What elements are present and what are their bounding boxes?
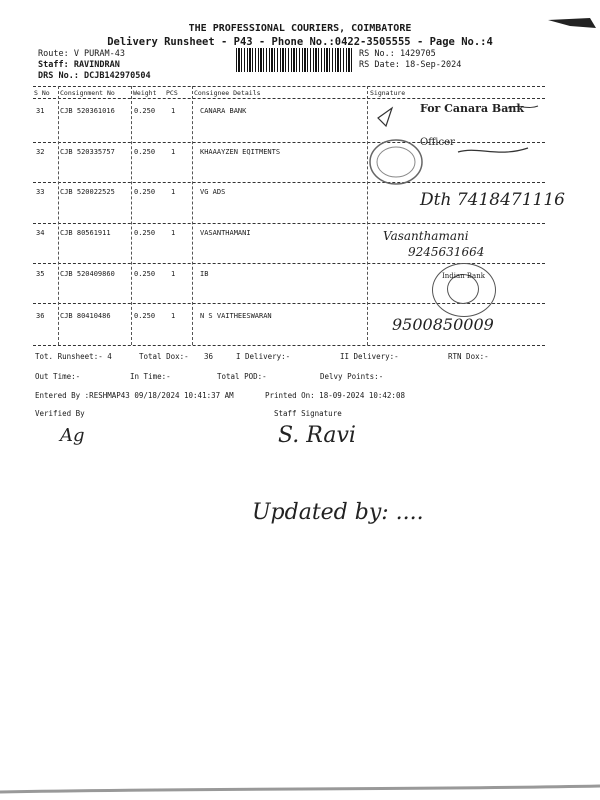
updated-by-handwriting: Updated by: .... [252,500,424,525]
col-header-sno: S No [34,89,50,97]
col-header-signature: Signature [370,89,406,97]
cell-consignment: CJB 80561911 [60,229,111,237]
cell-consignee: IB [200,270,209,278]
cell-sno: 33 [36,188,45,196]
officer-text: Officer [420,137,455,148]
cell-pcs: 1 [171,148,176,156]
cell-pcs: 1 [171,270,176,278]
col-header-pcs: PCS [166,89,178,97]
cell-sno: 34 [36,229,45,237]
total-pod: Total POD:- [217,372,267,381]
entered-by: Entered By :RESHMAP43 09/18/2024 10:41:37 AM [35,391,234,400]
row34-handwriting-phone: 9245631664 [408,245,485,259]
cell-weight: 0.250 [134,229,156,237]
staff-label: Staff: RAVINDRAN [38,60,120,70]
cell-consignment: CJB 520335757 [60,148,115,156]
cell-sno: 31 [36,107,45,115]
cell-sno: 36 [36,312,45,320]
cell-consignment: CJB 520361016 [60,107,115,115]
staff-handwriting: S. Ravi [278,423,356,448]
cell-consignment: CJB 520022525 [60,188,115,196]
delvy-points: Delvy Points:- [320,372,384,381]
cell-pcs: 1 [171,229,176,237]
rs-date: RS Date: 18-Sep-2024 [359,60,462,70]
indian-bank-stamp-text: Indian Bank [442,272,485,280]
canara-stamp-text: For Canara Bank [420,102,524,115]
verified-handwriting: Ag [60,425,85,446]
total-dox-value: 36 [204,352,214,361]
row36-handwriting-phone: 9500850009 [392,315,494,334]
i-delivery: I Delivery:- [236,352,291,361]
total-runsheet: Tot. Runsheet:- 4 [35,352,112,361]
runsheet-subtitle: Delivery Runsheet - P43 - Phone No.:0422-3505555 - Page No.:4 [107,36,493,48]
staff-signature-label: Staff Signature [274,409,342,418]
row33-handwriting: Dth 7418471116 [420,190,565,210]
cell-consignment: CJB 80410486 [60,312,111,320]
rtn-dox: RTN Dox:- [448,352,489,361]
route-label: Route: V PURAM-43 [38,49,125,59]
company-title: THE PROFESSIONAL COURIERS, COIMBATORE [188,23,412,34]
ii-delivery: II Delivery:- [340,352,399,361]
cell-weight: 0.250 [134,270,156,278]
cell-sno: 32 [36,148,45,156]
rs-number: RS No.: 1429705 [359,49,436,59]
cell-weight: 0.250 [134,148,156,156]
cell-consignment: CJB 520409860 [60,270,115,278]
printed-on: Printed On: 18-09-2024 10:42:08 [265,391,405,400]
row34-handwriting-name: Vasanthamani [383,229,469,243]
total-dox-label: Total Dox:- [139,352,189,361]
cell-pcs: 1 [171,107,176,115]
cell-consignee: CANARA BANK [200,107,247,115]
col-header-consignee: Consignee Details [194,89,261,97]
cell-consignee: N S VAITHEESWARAN [200,312,272,320]
drs-number: DRS No.: DCJB142970504 [38,71,151,81]
out-time: Out Time:- [35,372,81,381]
col-header-consignment: Consignment No [60,89,115,97]
cell-consignee: VG ADS [200,188,226,196]
cell-weight: 0.250 [134,188,156,196]
verified-by-label: Verified By [35,409,85,418]
cell-weight: 0.250 [134,312,156,320]
cell-consignee: KHAAAYZEN EQITMENTS [200,148,281,156]
cell-pcs: 1 [171,188,176,196]
cell-pcs: 1 [171,312,176,320]
in-time: In Time:- [130,372,171,381]
cell-consignee: VASANTHAMANI [200,229,251,237]
cell-sno: 35 [36,270,45,278]
cell-weight: 0.250 [134,107,156,115]
col-header-weight: Weight [133,89,157,97]
